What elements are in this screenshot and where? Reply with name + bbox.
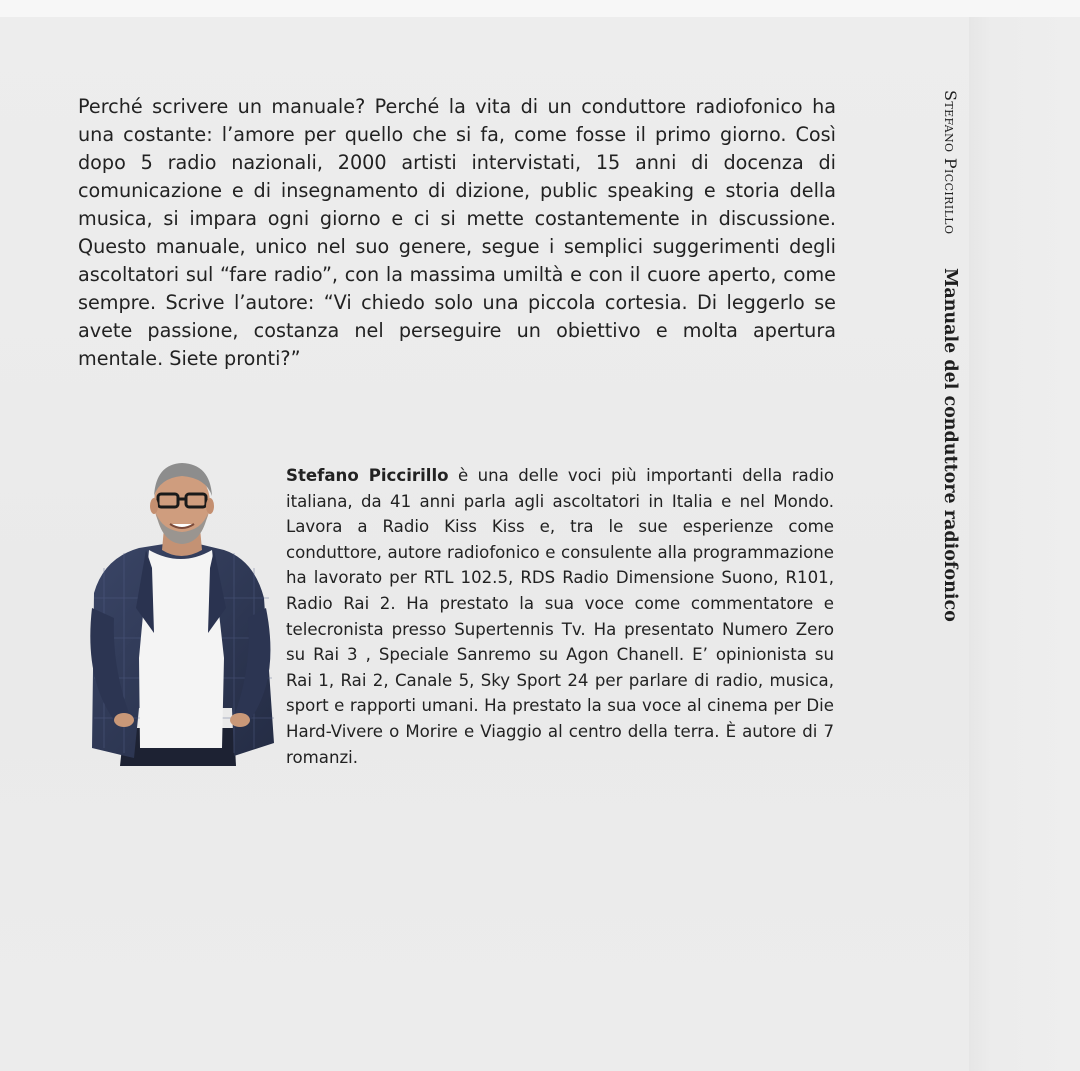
intro-paragraph: Perché scrivere un manuale? Perché la vita di un conduttore radiofonico ha una costante: l’amore per quello che si fa, come fosse il primo giorno. Così dopo 5 radio nazionali, 2000 artisti intervistati, 15 anni di docenza di comunicazione e di insegnamento di dizione, public speaking e storia della musica, si impara ogni giorno e ci si mette costantemente in discussione. Questo manuale, unico nel suo genere, segue i semplici suggerimenti degli ascoltatori sul “fare radio”, con la massima umiltà e con il cuore aperto, come sempre. Scrive l’autore: “Vi chiedo solo una piccola cortesia. Di leggerlo se avete passione, costanza nel perseguire un obiettivo e molta apertura mentale. Siete pronti?” — [78, 95, 836, 370]
book-spine — [969, 17, 1080, 1071]
author-portrait-photo — [84, 458, 280, 766]
spine-title: Manuale del conduttore radiofonico — [940, 267, 960, 622]
author-bio-text: è una delle voci più importanti della radio italiana, da 41 anni parla agli ascoltatori in Italia e nel Mondo. Lavora a Radio Kiss Kiss e, tra le sue esperienze come conduttore, autore radiofonico e consulente alla programmazione ha lavorato per RTL 102.5, RDS Radio Dimensione Suono, R101, Radio Rai 2. Ha prestato la sua voce come commentatore e telecronista presso Supertennis Tv. Ha presentato Numero Zero su Rai 3 , Speciale Sanremo su Agon Chanell. E’ opinionista su Rai 1, Rai 2, Canale 5, Sky Sport 24 per parlare di radio, musica, sport e rapporti umani. Ha prestato la sua voce al cinema per Die Hard-Vivere o Morire e Viaggio al centro della terra. È autore di 7 romanzi. — [286, 466, 834, 767]
spine-text — [932, 90, 960, 670]
author-bio — [286, 463, 834, 770]
top-strip — [0, 0, 1080, 17]
author-name: Stefano Piccirillo — [286, 466, 449, 485]
spine-author: Stefano Piccirillo — [941, 90, 960, 235]
